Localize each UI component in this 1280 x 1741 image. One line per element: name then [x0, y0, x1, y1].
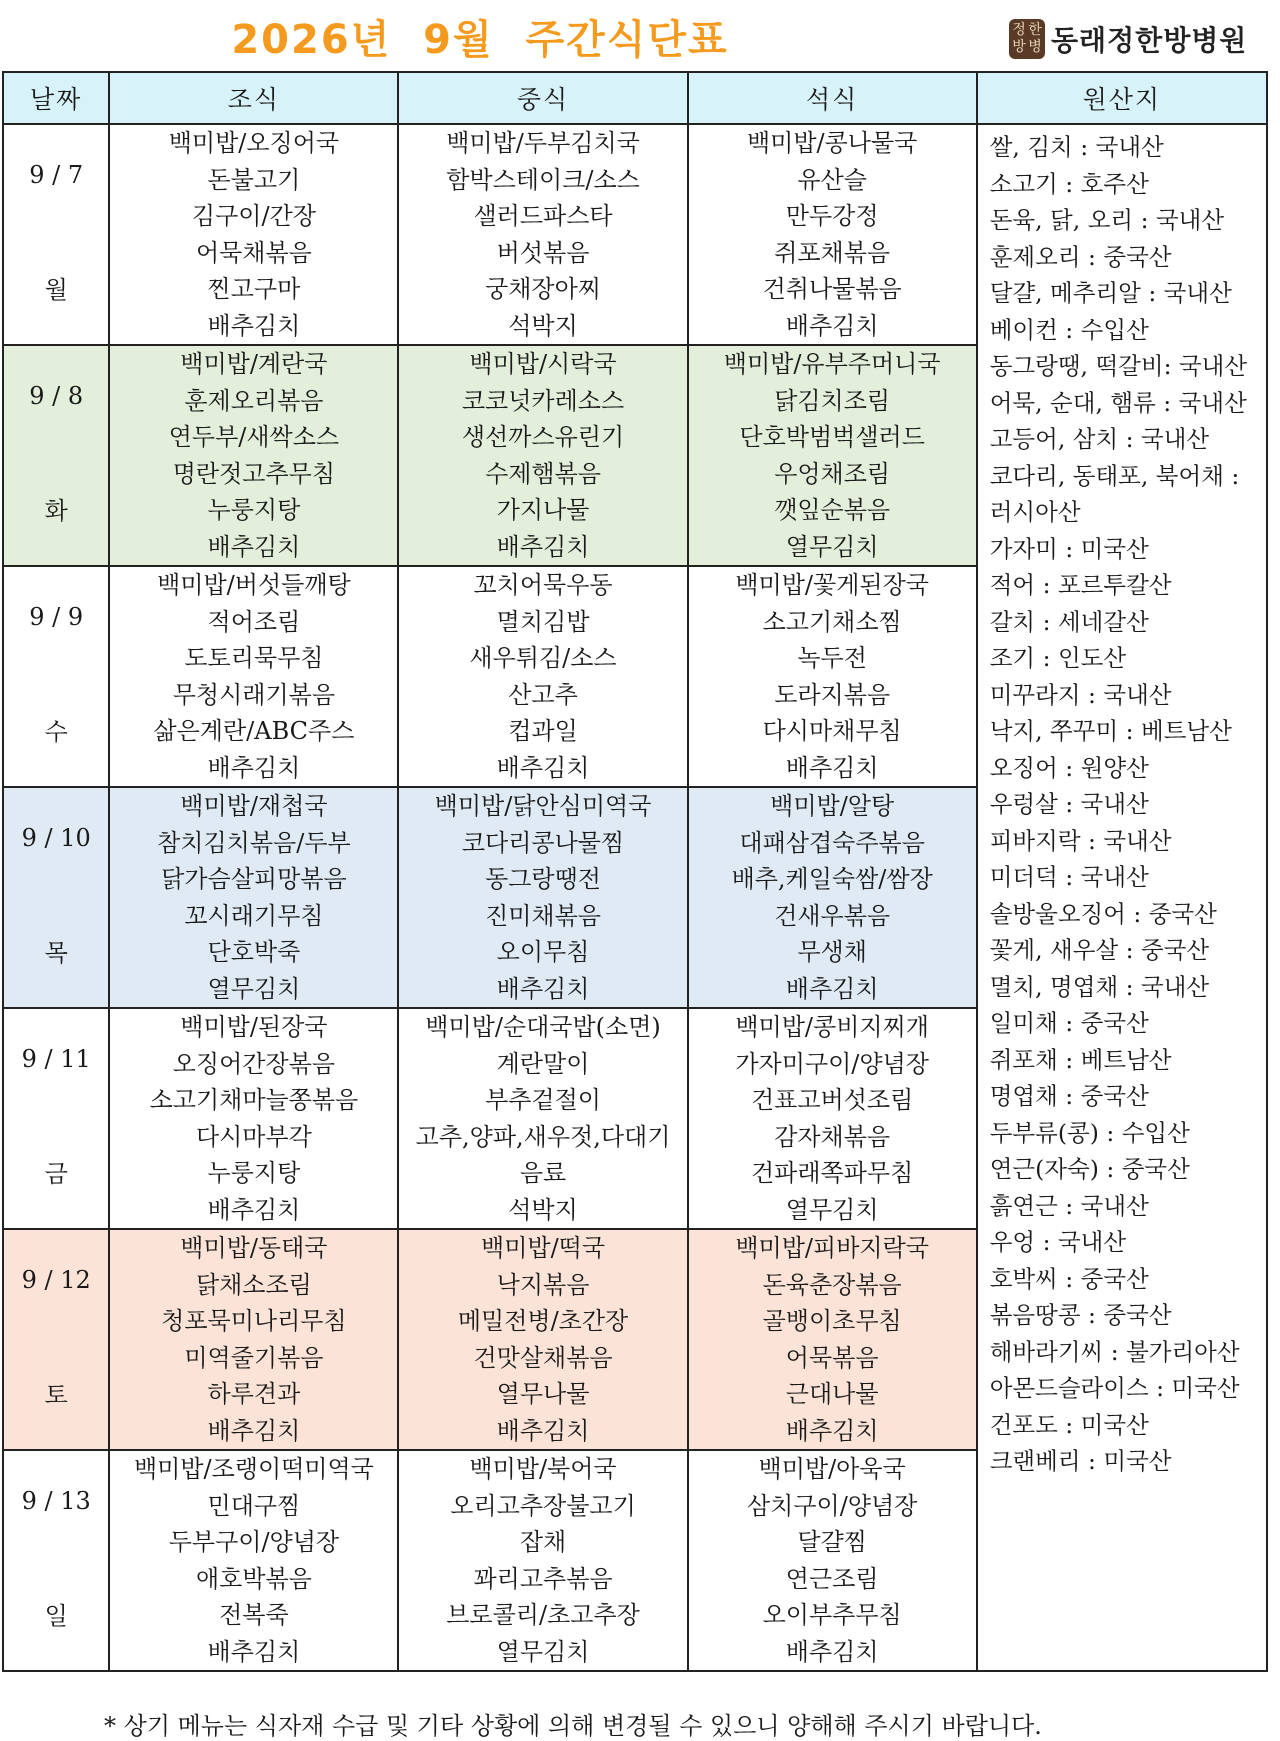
menu-item: 새우튀김/소스	[469, 644, 617, 672]
weekday-label: 목	[44, 939, 68, 967]
menu-item: 하루견과	[207, 1380, 301, 1408]
origin-item: 미꾸라지 : 국내산	[989, 680, 1172, 709]
origin-cell	[977, 124, 1267, 1671]
menu-item: 감자채볶음	[774, 1122, 891, 1151]
lunch-cell	[398, 1008, 687, 1229]
menu-item: 두부구이/양념장	[168, 1528, 340, 1556]
origin-item: 솔방울오징어 : 중국산	[989, 899, 1217, 928]
menu-item: 백미밥/꽃게된장국	[735, 571, 929, 599]
menu-item: 근대나물	[785, 1380, 879, 1408]
origin-item: 우렁살 : 국내산	[989, 790, 1149, 818]
menu-item: 골뱅이초무침	[762, 1307, 902, 1335]
origin-item: 건포도 : 미국산	[989, 1410, 1149, 1439]
menu-item: 백미밥/동태국	[180, 1234, 328, 1262]
weekly-menu-table	[2, 71, 1268, 1672]
origin-item: 오징어 : 원양산	[989, 753, 1149, 782]
origin-item: 명엽채 : 중국산	[989, 1082, 1149, 1110]
menu-item: 배추김치	[785, 974, 879, 1003]
menu-item: 석박지	[508, 311, 578, 340]
date-cell	[3, 1450, 109, 1671]
menu-item: 적어조림	[207, 607, 301, 636]
menu-item: 애호박볶음	[195, 1564, 312, 1593]
menu-item: 백미밥/오징어국	[168, 129, 340, 157]
menu-item: 생선까스유린기	[461, 423, 625, 451]
menu-item: 건표고버섯조림	[751, 1086, 914, 1114]
menu-item: 연근조림	[785, 1564, 879, 1593]
dinner-cell	[688, 787, 977, 1008]
date-label: 9 / 11	[21, 1045, 91, 1073]
origin-item: 돈육, 닭, 오리 : 국내산	[989, 206, 1225, 234]
menu-item: 무청시래기볶음	[172, 680, 336, 709]
origin-item: 피바지락 : 국내산	[989, 826, 1172, 855]
menu-item: 코코넛카레소스	[461, 386, 625, 415]
footnote: * 상기 메뉴는 식자재 수급 및 기타 상황에 의해 변경될 수 있으니 양해해 주시기 바랍니다.	[104, 1712, 1042, 1740]
lunch-cell	[398, 345, 687, 566]
lunch-cell	[398, 787, 687, 1008]
origin-item: 동그랑땡, 떡갈비: 국내산	[989, 352, 1248, 380]
menu-item: 돈불고기	[207, 165, 301, 194]
day-row	[3, 124, 1267, 345]
menu-item: 건맛살채볶음	[473, 1343, 613, 1372]
menu-item: 오징어간장볶음	[172, 1049, 336, 1078]
menu-item: 오이무침	[496, 938, 590, 966]
menu-item: 컵과일	[508, 717, 578, 745]
menu-item: 멸치김밥	[496, 607, 590, 636]
menu-item: 닭가슴살피망볶음	[161, 865, 347, 893]
menu-item: 깻잎순볶음	[774, 496, 891, 524]
menu-item: 민대구찜	[207, 1491, 301, 1520]
origin-item: 일미채 : 중국산	[989, 1009, 1149, 1037]
lunch-cell	[398, 566, 687, 787]
menu-item: 고추,양파,새우젓,다대기	[415, 1122, 671, 1151]
page-title: 2026년 9월 주간식단표	[231, 17, 729, 63]
origin-item: 소고기 : 호주산	[989, 169, 1149, 198]
menu-item: 어묵볶음	[785, 1343, 879, 1372]
menu-item: 김구이/간장	[191, 202, 316, 230]
origin-item: 적어 : 포르투칼산	[989, 571, 1172, 599]
menu-item: 배추,케일숙쌈/쌈장	[731, 865, 933, 893]
menu-item: 쥐포채볶음	[774, 238, 891, 267]
date-cell	[3, 787, 109, 1008]
origin-item: 조기 : 인도산	[989, 644, 1127, 672]
menu-item: 배추김치	[496, 974, 590, 1003]
menu-item: 버섯볶음	[496, 238, 590, 267]
breakfast-cell	[109, 345, 398, 566]
menu-item: 단호박범벅샐러드	[739, 423, 925, 451]
menu-item: 백미밥/버섯들깨탕	[157, 571, 351, 599]
menu-item: 열무김치	[785, 1195, 879, 1224]
menu-item: 배추김치	[207, 1195, 301, 1224]
menu-item: 백미밥/북어국	[469, 1455, 617, 1483]
breakfast-cell	[109, 787, 398, 1008]
breakfast-cell	[109, 566, 398, 787]
weekday-label: 일	[44, 1602, 68, 1630]
menu-item: 건취나물볶음	[762, 275, 902, 303]
lunch-cell	[398, 124, 687, 345]
menu-item: 열무김치	[496, 1637, 590, 1666]
menu-item: 백미밥/순대국밥(소면)	[425, 1013, 661, 1041]
menu-item: 도라지볶음	[774, 680, 891, 709]
origin-item: 호박씨 : 중국산	[989, 1264, 1149, 1293]
date-cell	[3, 1229, 109, 1450]
menu-item: 찐고구마	[207, 275, 301, 303]
header-dinner: 석식	[688, 72, 977, 124]
menu-item: 석박지	[508, 1195, 578, 1224]
dinner-cell	[688, 124, 977, 345]
origin-item: 두부류(콩) : 수입산	[989, 1118, 1190, 1147]
menu-item: 열무김치	[785, 532, 879, 561]
dinner-cell	[688, 566, 977, 787]
menu-item: 소고기채마늘쫑볶음	[149, 1086, 359, 1114]
date-label: 9 / 9	[29, 603, 84, 631]
breakfast-cell	[109, 1450, 398, 1671]
menu-item: 백미밥/닭안심미역국	[434, 792, 652, 820]
menu-item: 만두강정	[785, 202, 879, 230]
menu-item: 도토리묵무침	[184, 644, 324, 672]
menu-item: 백미밥/콩비지찌개	[735, 1013, 929, 1041]
menu-item: 참치김치볶음/두부	[157, 828, 351, 857]
menu-item: 열무나물	[496, 1380, 590, 1408]
menu-item: 배추김치	[207, 1416, 301, 1445]
menu-item: 배추김치	[207, 753, 301, 782]
menu-item: 연두부/새싹소스	[168, 423, 340, 451]
date-cell	[3, 345, 109, 566]
menu-item: 부추겉절이	[485, 1086, 601, 1114]
menu-item: 백미밥/두부김치국	[446, 129, 640, 157]
header-breakfast: 조식	[109, 72, 398, 124]
breakfast-cell	[109, 124, 398, 345]
menu-item: 배추김치	[785, 311, 879, 340]
menu-item: 백미밥/조랭이떡미역국	[133, 1455, 374, 1483]
table-header-row	[3, 72, 1267, 124]
date-label: 9 / 7	[29, 161, 84, 189]
menu-item: 배추김치	[496, 532, 590, 561]
dinner-cell	[688, 345, 977, 566]
lunch-cell	[398, 1229, 687, 1450]
menu-item: 배추김치	[207, 311, 301, 340]
menu-item: 배추김치	[785, 1637, 879, 1666]
menu-item: 가지나물	[496, 496, 590, 524]
date-label: 9 / 13	[21, 1487, 91, 1515]
menu-item: 배추김치	[207, 1637, 301, 1666]
menu-item: 삼치구이/양념장	[746, 1491, 918, 1520]
menu-item: 함박스테이크/소스	[446, 165, 640, 194]
menu-item: 오리고추장불고기	[450, 1491, 636, 1520]
menu-item: 오이부추무침	[762, 1601, 902, 1629]
weekday-label: 월	[44, 276, 68, 304]
logo-seal-icon: 정 한 방 병	[1009, 19, 1045, 59]
menu-item: 청포묵미나리무침	[161, 1307, 347, 1335]
menu-item: 배추김치	[496, 1416, 590, 1445]
menu-item: 유산슬	[797, 165, 867, 194]
table-body	[3, 124, 1267, 1671]
origin-item: 미더덕 : 국내산	[989, 863, 1149, 891]
menu-item: 백미밥/된장국	[180, 1013, 328, 1041]
weekday-label: 금	[44, 1160, 68, 1188]
menu-item: 어묵채볶음	[195, 238, 312, 267]
menu-item: 배추김치	[496, 753, 590, 782]
origin-item: 꽃게, 새우살 : 중국산	[989, 936, 1210, 964]
menu-item: 전복죽	[219, 1601, 289, 1629]
hospital-name: 동래정한방병원	[1051, 24, 1248, 57]
menu-item: 배추김치	[785, 1416, 879, 1445]
menu-item: 배추김치	[785, 753, 879, 782]
origin-item: 멸치, 명엽채 : 국내산	[989, 972, 1210, 1001]
menu-item: 백미밥/떡국	[481, 1234, 606, 1262]
menu-item: 건파래쪽파무침	[751, 1159, 914, 1187]
menu-item: 배추김치	[207, 532, 301, 561]
date-label: 9 / 10	[21, 824, 91, 852]
menu-item: 다시마부각	[195, 1122, 312, 1151]
dinner-cell	[688, 1229, 977, 1450]
menu-item: 미역줄기볶음	[184, 1343, 324, 1372]
menu-item: 백미밥/유부주머니국	[723, 350, 941, 378]
origin-item: 고등어, 삼치 : 국내산	[989, 425, 1210, 453]
date-cell	[3, 124, 109, 345]
menu-item: 음료	[519, 1159, 567, 1187]
origin-item: 달걀, 메추리알 : 국내산	[989, 279, 1232, 307]
origin-item: 연근(자숙) : 중국산	[989, 1155, 1190, 1183]
dinner-cell	[688, 1450, 977, 1671]
menu-item: 무생채	[797, 938, 867, 966]
menu-item: 동그랑땡전	[485, 865, 601, 893]
origin-item: 낙지, 쭈꾸미 : 베트남산	[989, 717, 1232, 745]
menu-item: 브로콜리/초고추장	[446, 1601, 640, 1629]
header-date: 날짜	[3, 72, 109, 124]
menu-item: 계란말이	[496, 1049, 590, 1078]
menu-item: 명란젓고추무침	[172, 459, 336, 488]
lunch-cell	[398, 1450, 687, 1671]
header-lunch: 중식	[398, 72, 687, 124]
origin-item: 갈치 : 세네갈산	[989, 607, 1149, 636]
menu-item: 백미밥/콩나물국	[746, 129, 918, 157]
menu-item: 메밀전병/초간장	[457, 1307, 629, 1335]
menu-item: 다시마채무침	[762, 717, 902, 745]
origin-item: 아몬드슬라이스 : 미국산	[989, 1374, 1240, 1402]
origin-item: 훈제오리 : 중국산	[989, 242, 1172, 271]
origin-item: 볶음땅콩 : 중국산	[989, 1301, 1172, 1329]
origin-item: 어묵, 순대, 햄류 : 국내산	[989, 388, 1247, 417]
menu-item: 대패삼겹숙주볶음	[739, 828, 925, 857]
weekday-label: 토	[44, 1381, 68, 1409]
menu-item: 백미밥/시락국	[469, 350, 617, 378]
menu-item: 백미밥/알탕	[770, 792, 895, 820]
menu-item: 꼬치어묵우동	[473, 571, 613, 599]
menu-item: 누룽지탕	[207, 496, 301, 524]
breakfast-cell	[109, 1008, 398, 1229]
origin-item: 크랜베리 : 미국산	[989, 1447, 1172, 1475]
menu-item: 백미밥/계란국	[180, 350, 328, 378]
menu-item: 녹두전	[797, 644, 867, 672]
menu-item: 우엉채조림	[774, 459, 891, 488]
menu-item: 백미밥/피바지락국	[735, 1234, 929, 1262]
origin-item: 베이컨 : 수입산	[989, 315, 1149, 344]
menu-item: 낙지볶음	[496, 1270, 590, 1299]
menu-item: 샐러드파스타	[473, 202, 613, 230]
date-label: 9 / 8	[29, 382, 84, 410]
menu-item: 훈제오리볶음	[184, 386, 324, 415]
date-label: 9 / 12	[21, 1266, 91, 1294]
date-cell	[3, 566, 109, 787]
weekday-label: 화	[44, 497, 68, 525]
header-origin: 원산지	[977, 72, 1267, 124]
hospital-logo	[1009, 16, 1247, 62]
origin-item: 우엉 : 국내산	[989, 1228, 1127, 1256]
menu-item: 단호박죽	[207, 938, 301, 966]
menu-item: 코다리콩나물찜	[461, 828, 625, 857]
origin-item: 러시아산	[989, 498, 1081, 526]
menu-item: 수제햄볶음	[485, 459, 601, 488]
menu-item: 삶은계란/ABC주스	[153, 717, 355, 745]
menu-item: 돈육춘장볶음	[762, 1270, 902, 1299]
menu-item: 백미밥/재첩국	[180, 792, 328, 820]
breakfast-cell	[109, 1229, 398, 1450]
menu-item: 가자미구이/양념장	[735, 1049, 929, 1078]
menu-item: 열무김치	[207, 974, 301, 1003]
weekday-label: 수	[44, 718, 68, 746]
origin-item: 쥐포채 : 베트남산	[989, 1045, 1172, 1074]
origin-item: 해바라기씨 : 불가리아산	[989, 1337, 1240, 1366]
menu-item: 누룽지탕	[207, 1159, 301, 1187]
dinner-cell	[688, 1008, 977, 1229]
menu-item: 꼬시래기무침	[184, 901, 324, 930]
menu-item: 진미채볶음	[485, 901, 601, 930]
menu-item: 잡채	[519, 1528, 567, 1556]
menu-item: 꽈리고추볶음	[473, 1564, 613, 1593]
menu-item: 백미밥/아욱국	[758, 1455, 906, 1483]
menu-item: 달걀찜	[797, 1528, 867, 1556]
menu-item: 건새우볶음	[774, 901, 891, 930]
menu-item: 닭채소조림	[195, 1270, 312, 1299]
origin-item: 흙연근 : 국내산	[989, 1191, 1149, 1220]
menu-item: 소고기채소찜	[762, 607, 902, 636]
menu-item: 궁채장아찌	[485, 275, 601, 303]
origin-item: 코다리, 동태포, 북어채 :	[989, 461, 1240, 490]
date-cell	[3, 1008, 109, 1229]
menu-item: 닭김치조림	[774, 386, 891, 415]
menu-item: 산고추	[508, 680, 578, 709]
origin-item: 쌀, 김치 : 국내산	[989, 133, 1164, 161]
origin-item: 가자미 : 미국산	[989, 534, 1149, 563]
